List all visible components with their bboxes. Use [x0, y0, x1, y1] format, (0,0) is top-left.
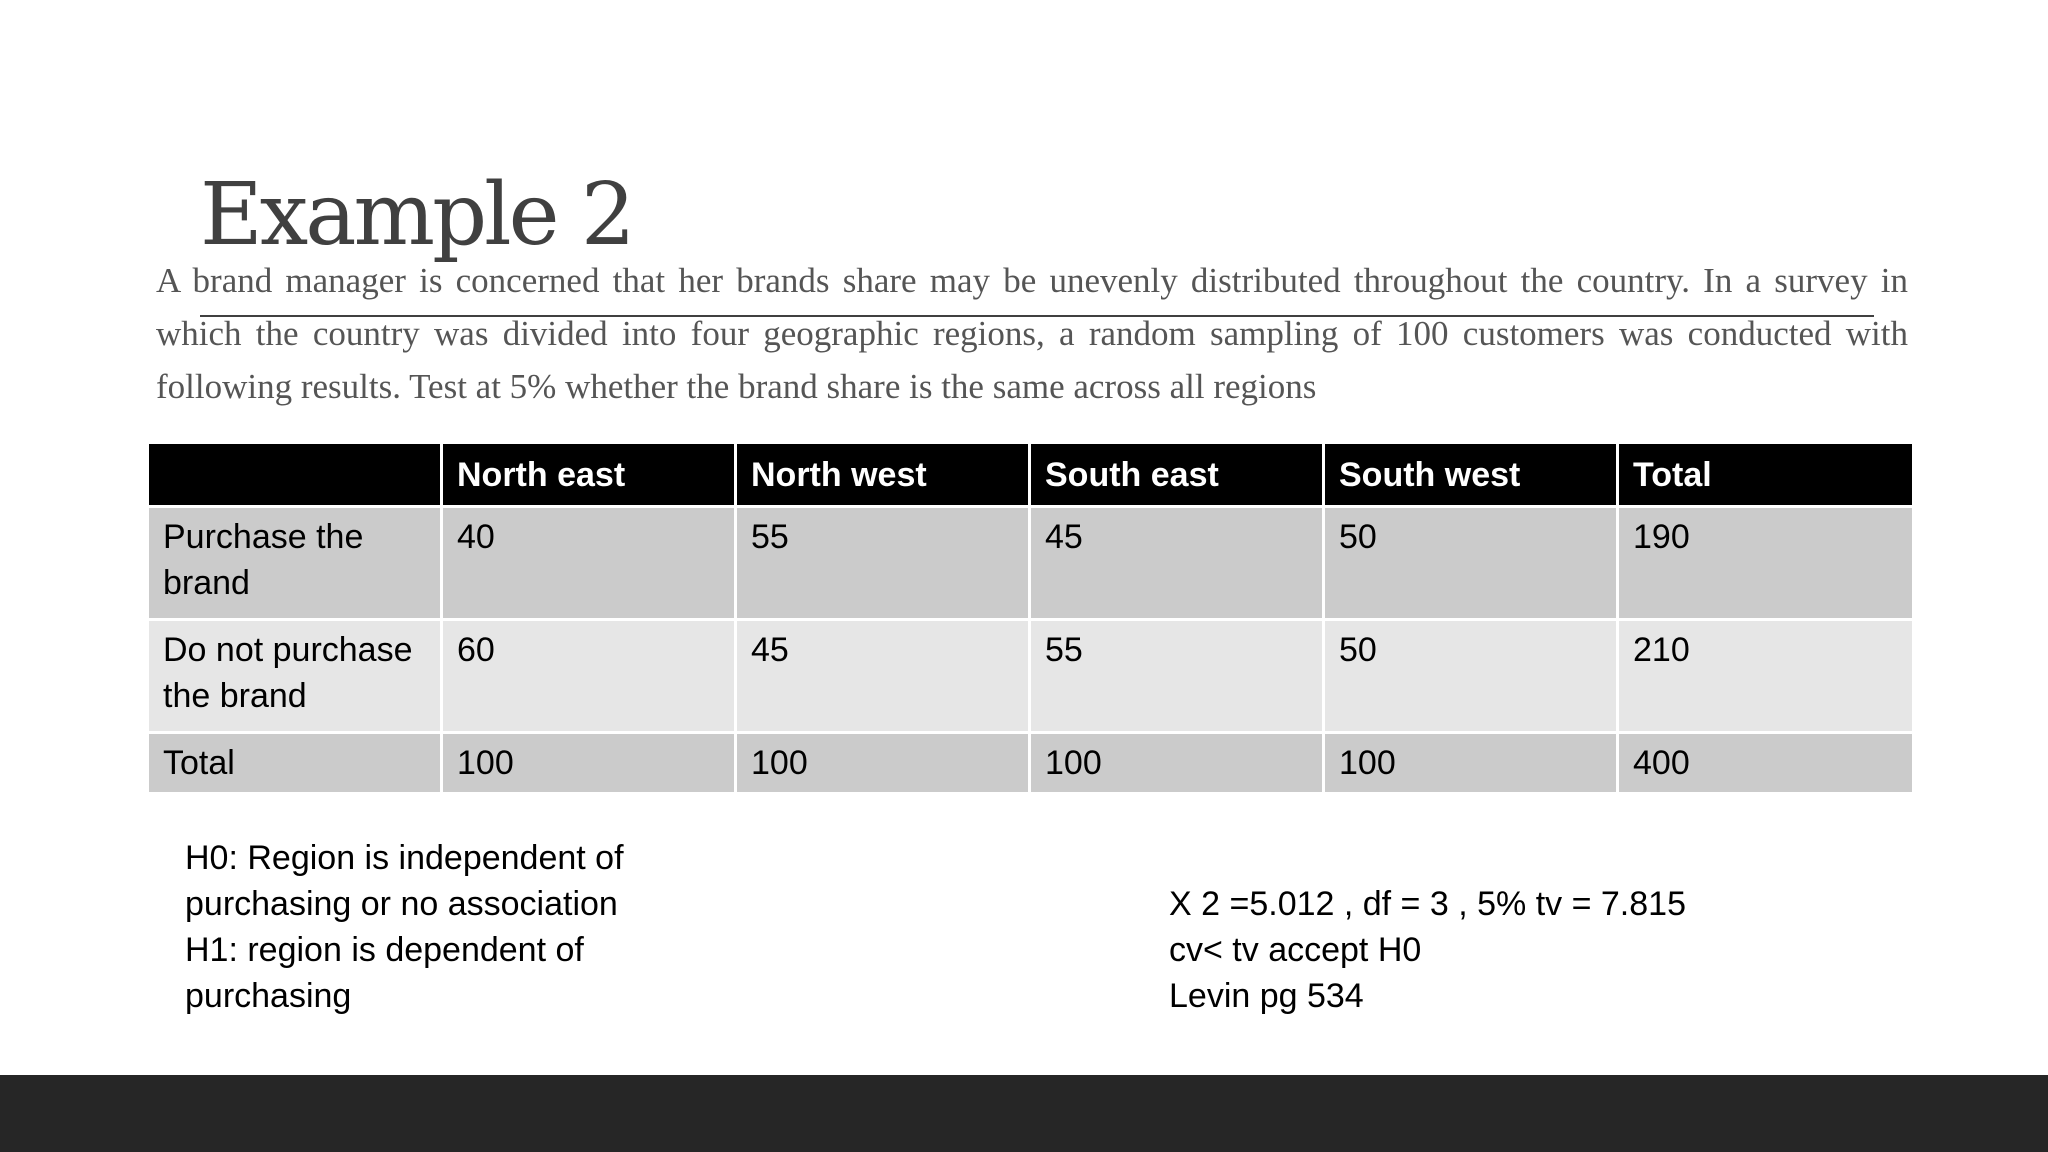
table-cell: 50 [1324, 507, 1618, 620]
table-cell: 40 [442, 507, 736, 620]
table-cell: 50 [1324, 620, 1618, 733]
contingency-table [146, 441, 1915, 795]
reference: Levin pg 534 [1169, 977, 1364, 1015]
problem-statement: A brand manager is concerned that her brands share may be unevenly distributed throughout the country. In a survey in which the country was divided into four geographic regions, a random sampling of 100 customers was conducted with following results. Test at 5% whether the brand share is the same across all regions [156, 261, 1908, 406]
header-cell-corner [148, 443, 442, 507]
alternative-hypothesis: H1: region is dependent of purchasing [185, 931, 584, 1015]
header-cell-north-west: North west [736, 443, 1030, 507]
table-cell: 45 [1030, 507, 1324, 620]
table-cell: 60 [442, 620, 736, 733]
table-header-row [148, 443, 1914, 507]
results-block [1169, 881, 1686, 1019]
hypotheses-block [185, 835, 745, 1019]
row-label: Do not purchase the brand [148, 620, 442, 733]
table-cell: 190 [1618, 507, 1914, 620]
footer-bar [0, 1075, 2048, 1152]
header-cell-north-east: North east [442, 443, 736, 507]
header-cell-south-west: South west [1324, 443, 1618, 507]
table-cell: 45 [736, 620, 1030, 733]
row-label: Total [148, 733, 442, 794]
table-cell: 100 [736, 733, 1030, 794]
table-cell: 400 [1618, 733, 1914, 794]
row-label: Purchase the brand [148, 507, 442, 620]
table-cell: 100 [442, 733, 736, 794]
table-cell: 100 [1030, 733, 1324, 794]
decision: cv< tv accept H0 [1169, 931, 1422, 969]
table-row [148, 733, 1914, 794]
table-cell: 100 [1324, 733, 1618, 794]
chi-square-result: X 2 =5.012 , df = 3 , 5% tv = 7.815 [1169, 885, 1686, 923]
header-cell-south-east: South east [1030, 443, 1324, 507]
table-row [148, 507, 1914, 620]
table-row [148, 620, 1914, 733]
table-cell: 55 [736, 507, 1030, 620]
header-cell-total: Total [1618, 443, 1914, 507]
slide-title: Example 2 [200, 165, 633, 265]
table-cell: 55 [1030, 620, 1324, 733]
null-hypothesis: H0: Region is independent of purchasing or no association [185, 839, 624, 923]
table-cell: 210 [1618, 620, 1914, 733]
